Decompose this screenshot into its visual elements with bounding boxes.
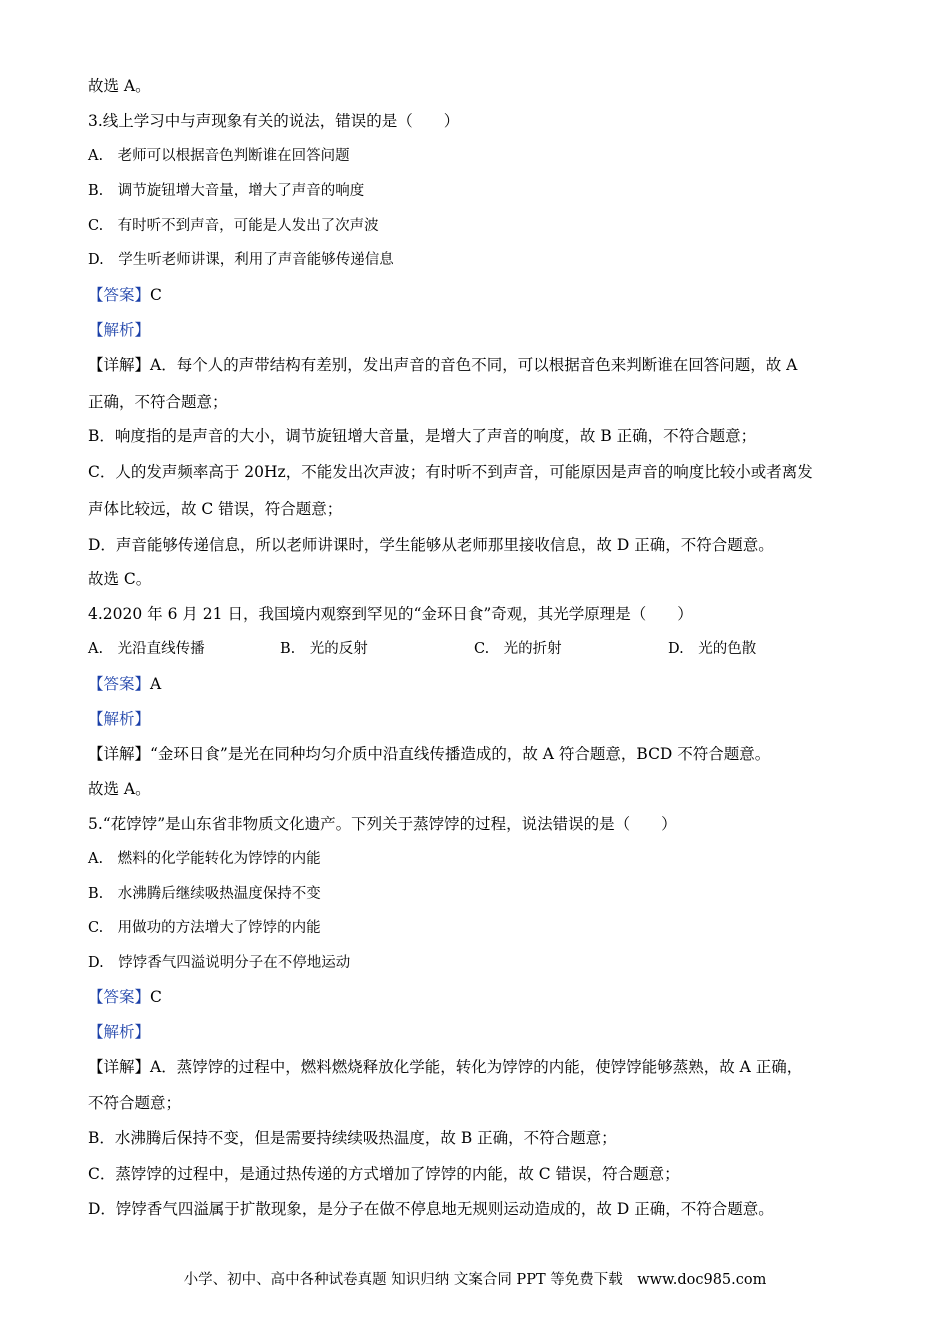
- answer-label: 【答案】: [88, 675, 151, 693]
- option-c: C. 有时听不到声音，可能是人发出了次声波: [88, 218, 379, 234]
- detail-line: 不符合题意；: [88, 1094, 182, 1112]
- analysis-label: 【解析】: [88, 321, 151, 339]
- option-d: D. 光的色散: [668, 641, 757, 657]
- answer-row: [88, 285, 162, 305]
- question-3: 3.线上学习中与声现象有关的说法，错误的是（ ）: [88, 112, 460, 130]
- option-c: C. 用做功的方法增大了饽饽的内能: [88, 920, 321, 936]
- option-d: D. 饽饽香气四溢说明分子在不停地运动: [88, 955, 351, 971]
- detail-line: B．水沸腾后保持不变，但是需要持续续吸热温度，故 B 正确，不符合题意；: [88, 1129, 617, 1147]
- detail-line: B．响度指的是声音的大小，调节旋钮增大音量，是增大了声音的响度，故 B 正确，不符合题意；: [88, 427, 757, 445]
- question-4: 4.2020 年 6 月 21 日，我国境内观察到罕见的“金环日食”奇观，其光学原理是（ ）: [88, 605, 693, 623]
- text-line: 故选 A。: [88, 77, 151, 95]
- options-row: [88, 639, 848, 659]
- analysis-label: 【解析】: [88, 1023, 151, 1041]
- detail-line: 【详解】“金环日食”是光在同种均匀介质中沿直线传播造成的，故 A 符合题意，BCD 不符合题意。: [88, 745, 771, 763]
- option-b: B. 调节旋钮增大音量，增大了声音的响度: [88, 183, 365, 199]
- detail-line: 【详解】A．蒸饽饽的过程中，燃料燃烧释放化学能，转化为饽饽的内能，使饽饽能够蒸熟，故 A 正确，: [88, 1058, 803, 1076]
- answer-row: [88, 674, 161, 694]
- answer-label: 【答案】: [88, 286, 151, 304]
- answer-row: [88, 987, 162, 1007]
- text-line: 故选 A。: [88, 780, 151, 798]
- detail-line: 【详解】A．每个人的声带结构有差别，发出声音的音色不同，可以根据音色来判断谁在回答问题，故 A: [88, 356, 798, 374]
- analysis-label: 【解析】: [88, 710, 151, 728]
- option-a: A. 光沿直线传播: [88, 641, 205, 657]
- answer-value: C: [150, 988, 162, 1006]
- question-5: 5.“花饽饽”是山东省非物质文化遗产。下列关于蒸饽饽的过程，说法错误的是（ ）: [88, 815, 677, 833]
- option-b: B. 水沸腾后继续吸热温度保持不变: [88, 886, 321, 902]
- answer-value: C: [150, 286, 162, 304]
- detail-line: 声体比较远，故 C 错误，符合题意；: [88, 500, 343, 518]
- text-line: 故选 C。: [88, 570, 152, 588]
- page-footer: 小学、初中、高中各种试卷真题 知识归纳 文案合同 PPT 等免费下载 www.doc985.com: [183, 1272, 767, 1288]
- detail-line: D．饽饽香气四溢属于扩散现象，是分子在做不停息地无规则运动造成的，故 D 正确，不符合题意。: [88, 1200, 774, 1218]
- option-b: B. 光的反射: [280, 641, 368, 657]
- option-c: C. 光的折射: [474, 641, 562, 657]
- answer-label: 【答案】: [88, 988, 151, 1006]
- detail-line: 正确，不符合题意；: [88, 393, 228, 411]
- option-a: A. 老师可以根据音色判断谁在回答问题: [88, 148, 350, 164]
- detail-line: C．蒸饽饽的过程中，是通过热传递的方式增加了饽饽的内能，故 C 错误，符合题意；: [88, 1165, 680, 1183]
- answer-value: A: [150, 675, 162, 693]
- option-a: A. 燃料的化学能转化为饽饽的内能: [88, 851, 321, 867]
- detail-line: C．人的发声频率高于 20Hz，不能发出次声波；有时听不到声音，可能原因是声音的响度比较小或者离发: [88, 463, 813, 481]
- option-d: D. 学生听老师讲课，利用了声音能够传递信息: [88, 252, 394, 268]
- detail-line: D．声音能够传递信息，所以老师讲课时，学生能够从老师那里接收信息，故 D 正确，不符合题意。: [88, 536, 774, 554]
